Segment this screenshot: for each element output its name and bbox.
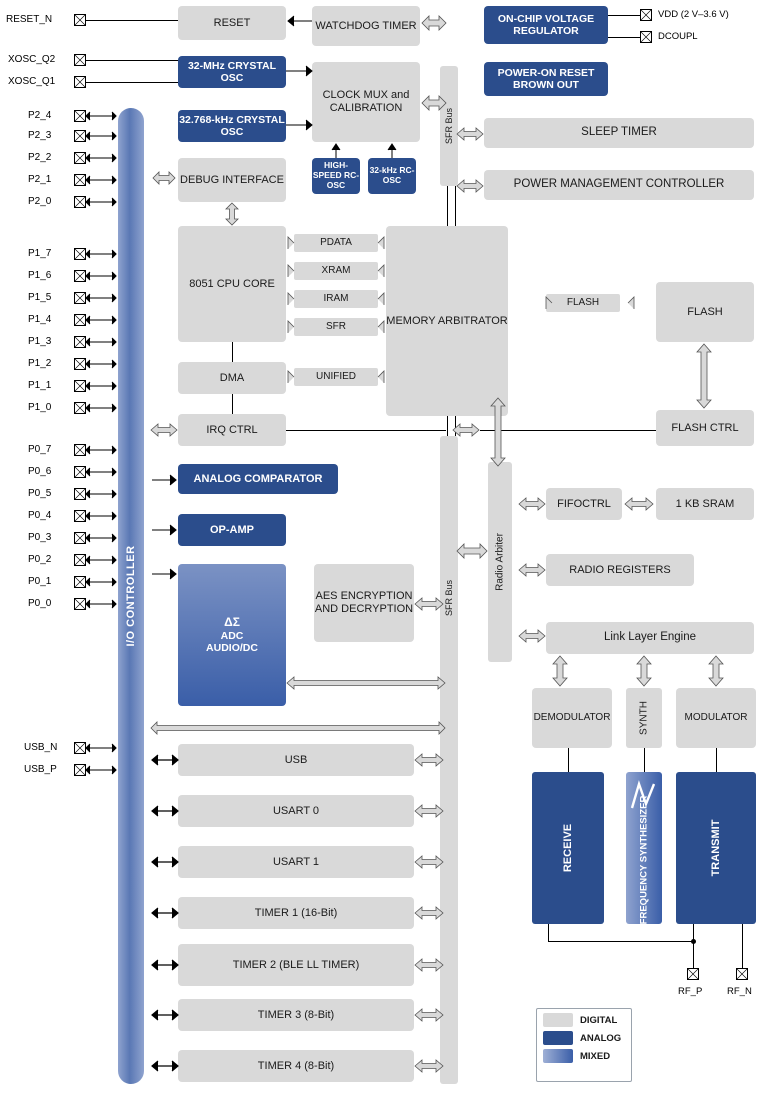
block-reset[interactable]: RESET xyxy=(178,6,286,40)
block-timer3[interactable]: TIMER 3 (8-Bit) xyxy=(178,999,414,1031)
block-frequency-synthesizer-label: FREQUENCY SYNTHESIZER xyxy=(638,795,650,925)
block-usart0[interactable]: USART 0 xyxy=(178,795,414,827)
pin-label-dcoupl: DCOUPL xyxy=(658,31,698,42)
pin-p1_0[interactable] xyxy=(74,402,86,414)
pin-dcoupl[interactable] xyxy=(640,31,652,43)
pin-label-p1_5: P1_5 xyxy=(28,292,52,303)
block-fifoctrl[interactable]: FIFOCTRL xyxy=(546,488,622,520)
block-analog-comparator[interactable] xyxy=(178,464,338,494)
sfr-bus-bottom-label: SFR Bus xyxy=(444,579,454,617)
pin-label-rf_n: RF_N xyxy=(727,986,752,997)
pin-label-p1_3: P1_3 xyxy=(28,336,52,347)
pin-p0_0[interactable] xyxy=(74,598,86,610)
bus-arrow-aes-sfr xyxy=(414,594,444,614)
block-radio-registers[interactable]: RADIO REGISTERS xyxy=(546,554,694,586)
legend-label-analog: ANALOG xyxy=(580,1032,622,1044)
block-high-speed-rc-osc-label: HIGH-SPEED RC-OSC xyxy=(312,160,360,190)
block-timer1[interactable]: TIMER 1 (16-Bit) xyxy=(178,897,414,929)
block-adc-label-audio-dc: AUDIO/DC xyxy=(206,641,258,654)
block-synth[interactable] xyxy=(626,688,662,748)
wire xyxy=(86,82,178,83)
block-adc[interactable] xyxy=(178,564,286,706)
legend-swatch-mixed xyxy=(543,1049,573,1063)
pin-label-p1_1: P1_1 xyxy=(28,380,52,391)
block-power-on-reset[interactable] xyxy=(484,62,608,96)
radio-arbiter xyxy=(488,462,512,662)
block-32mhz-crystal-osc[interactable] xyxy=(178,56,286,88)
wire xyxy=(608,37,640,38)
pin-rf_p[interactable] xyxy=(687,968,699,980)
pin-p2_3[interactable] xyxy=(74,130,86,142)
pin-p1_5[interactable] xyxy=(74,292,86,304)
block-demodulator[interactable]: DEMODULATOR xyxy=(532,688,612,748)
pin-label-p0_1: P0_1 xyxy=(28,576,52,587)
pin-label-p1_0: P1_0 xyxy=(28,402,52,413)
bus-arrow-flash-flashctrl xyxy=(692,342,716,410)
block-clock-mux[interactable]: CLOCK MUX and CALIBRATION xyxy=(312,62,420,142)
radio-link-arrows xyxy=(546,654,746,688)
block-debug-interface[interactable]: DEBUG INTERFACE xyxy=(178,158,286,202)
wire xyxy=(693,941,694,971)
bus-iram: IRAM xyxy=(294,290,378,308)
usb-pin-arrows xyxy=(86,740,120,780)
block-32mhz-crystal-osc-label: 32-MHz CRYSTAL OSC xyxy=(187,59,277,84)
pin-label-p2_4: P2_4 xyxy=(28,110,52,121)
pin-label-p0_3: P0_3 xyxy=(28,532,52,543)
pin-p2_0[interactable] xyxy=(74,196,86,208)
block-timer4[interactable]: TIMER 4 (8-Bit) xyxy=(178,1050,414,1082)
block-transmit[interactable] xyxy=(676,772,756,924)
pin-reset_n[interactable] xyxy=(74,14,86,26)
block-adc-label-adc: ADC xyxy=(220,629,244,642)
pin-label-p0_5: P0_5 xyxy=(28,488,52,499)
bus-arrow-arbiter-fifoctrl xyxy=(518,494,546,514)
pin-label-p0_6: P0_6 xyxy=(28,466,52,477)
pin-label-p0_2: P0_2 xyxy=(28,554,52,565)
arrow-io-adc xyxy=(152,566,180,582)
pin-label-rf_p: RF_P xyxy=(678,986,703,997)
bus-flash: FLASH xyxy=(546,294,620,312)
block-32khz-rc-osc-label: 32-kHz RC-OSC xyxy=(369,165,415,185)
sfr-bus-top-label: SFR Bus xyxy=(444,107,454,145)
block-power-management-controller[interactable]: POWER MANAGEMENT CONTROLLER xyxy=(484,170,754,200)
block-watchdog-timer[interactable]: WATCHDOG TIMER xyxy=(312,6,420,46)
bus-arrow-arbiter-linklayer xyxy=(518,626,546,646)
pin-label-p0_4: P0_4 xyxy=(28,510,52,521)
block-voltage-regulator[interactable] xyxy=(484,6,608,44)
peripheral-sfr-arrows xyxy=(414,744,444,1086)
bus-xram: XRAM xyxy=(294,262,378,280)
pin-p0_3[interactable] xyxy=(74,532,86,544)
pin-label-xosc_q2: XOSC_Q2 xyxy=(8,54,56,65)
pin-label-p0_7: P0_7 xyxy=(28,444,52,455)
block-receive-label: RECEIVE xyxy=(562,823,574,873)
wire xyxy=(608,15,640,16)
block-modulator[interactable]: MODULATOR xyxy=(676,688,756,748)
pin-p1_4[interactable] xyxy=(74,314,86,326)
block-flash-ctrl[interactable]: FLASH CTRL xyxy=(656,410,754,446)
pin-p1_1[interactable] xyxy=(74,380,86,392)
legend-label-digital: DIGITAL xyxy=(580,1014,618,1026)
legend-row-digital xyxy=(543,1013,625,1027)
pin-p0_5[interactable] xyxy=(74,488,86,500)
pin-label-usb_n: USB_N xyxy=(24,742,58,753)
arrow-io-comparator xyxy=(152,472,180,488)
block-aes[interactable]: AES ENCRYPTION AND DECRYPTION xyxy=(314,564,414,642)
io-controller-label: I/O CONTROLLER xyxy=(125,545,137,647)
bus-arrow-clockmux-sfr xyxy=(420,92,448,114)
arrow-xosc32m-clockmux xyxy=(286,64,314,78)
legend-swatch-digital xyxy=(543,1013,573,1027)
pin-label-p1_7: P1_7 xyxy=(28,248,52,259)
pin-p1_6[interactable] xyxy=(74,270,86,282)
block-1kb-sram[interactable]: 1 KB SRAM xyxy=(656,488,754,520)
block-usart1[interactable]: USART 1 xyxy=(178,846,414,878)
block-usb[interactable]: USB xyxy=(178,744,414,776)
pin-p2_2[interactable] xyxy=(74,152,86,164)
pin-p0_1[interactable] xyxy=(74,576,86,588)
arrow-rcosc32k-clockmux xyxy=(384,142,400,160)
pin-p1_3[interactable] xyxy=(74,336,86,348)
block-receive[interactable] xyxy=(532,772,604,924)
block-high-speed-rc-osc[interactable] xyxy=(312,158,360,194)
block-32768khz-crystal-osc[interactable] xyxy=(178,110,286,142)
pin-label-p2_0: P2_0 xyxy=(28,196,52,207)
pin-p0_4[interactable] xyxy=(74,510,86,522)
block-transmit-label: TRANSMIT xyxy=(710,819,722,877)
arrow-reset-watchdog xyxy=(286,14,314,28)
pin-usb_n[interactable] xyxy=(74,742,86,754)
bus-arrow-io-debug xyxy=(152,168,176,188)
wire xyxy=(86,60,178,61)
pin-label-p1_6: P1_6 xyxy=(28,270,52,281)
pin-bus-arrows xyxy=(86,105,120,615)
wire xyxy=(232,342,233,362)
block-flash[interactable]: FLASH xyxy=(656,282,754,342)
legend xyxy=(536,1008,632,1082)
bus-arrow-sfr-pmc xyxy=(456,176,484,196)
bus-unified: UNIFIED xyxy=(294,368,378,386)
block-voltage-regulator-label: ON-CHIP VOLTAGE REGULATOR xyxy=(497,12,595,37)
pin-label-p1_4: P1_4 xyxy=(28,314,52,325)
block-memory-arbitrator[interactable]: MEMORY ARBITRATOR xyxy=(386,226,508,416)
bus-arrow-watchdog-sfr xyxy=(420,12,448,34)
block-timer2[interactable]: TIMER 2 (BLE LL TIMER) xyxy=(178,944,414,986)
pin-label-p2_3: P2_3 xyxy=(28,130,52,141)
wire xyxy=(548,924,549,942)
bus-arrow-sfr-sleeptimer xyxy=(456,124,484,144)
block-analog-comparator-label: ANALOG COMPARATOR xyxy=(193,472,323,485)
block-dma[interactable]: DMA xyxy=(178,362,286,394)
block-sleep-timer[interactable]: SLEEP TIMER xyxy=(484,118,754,148)
wire xyxy=(86,20,178,21)
pin-label-reset_n: RESET_N xyxy=(6,14,53,25)
block-link-layer-engine[interactable]: Link Layer Engine xyxy=(546,622,754,654)
bus-pdata: PDATA xyxy=(294,234,378,252)
peripheral-input-arrows xyxy=(150,744,180,1086)
wire xyxy=(568,748,569,772)
pin-label-p1_2: P1_2 xyxy=(28,358,52,369)
dma-bus-arrows xyxy=(286,364,386,390)
bus-arrow-arbiter-radioregs xyxy=(518,560,546,580)
radio-arbiter-label: Radio Arbiter xyxy=(494,533,506,591)
bus-sfr: SFR xyxy=(294,318,378,336)
legend-row-analog xyxy=(543,1031,625,1045)
arrow-io-opamp xyxy=(152,522,180,538)
block-op-amp[interactable] xyxy=(178,514,286,546)
bus-arrow-irq-right xyxy=(452,420,480,440)
bus-arrow-adc-sfr xyxy=(286,674,446,692)
block-8051-cpu-core[interactable]: 8051 CPU CORE xyxy=(178,226,286,342)
pin-p1_2[interactable] xyxy=(74,358,86,370)
block-irq-ctrl[interactable]: IRQ CTRL xyxy=(178,414,286,446)
legend-swatch-analog xyxy=(543,1031,573,1045)
block-op-amp-label: OP-AMP xyxy=(210,523,254,536)
wire xyxy=(548,941,694,942)
pin-p0_2[interactable] xyxy=(74,554,86,566)
pin-p2_4[interactable] xyxy=(74,110,86,122)
block-adc-label-sigma-delta: ΔΣ xyxy=(224,615,240,630)
wire xyxy=(232,394,233,414)
bus-io-peripherals xyxy=(150,720,446,736)
pin-p0_6[interactable] xyxy=(74,466,86,478)
pin-label-p2_2: P2_2 xyxy=(28,152,52,163)
bus-arrow-memory-down xyxy=(486,396,510,468)
pin-rf_n[interactable] xyxy=(736,968,748,980)
cpu-bus-arrows xyxy=(286,230,386,346)
arrow-hsrcosc-clockmux xyxy=(328,142,344,160)
wire xyxy=(742,924,743,971)
pin-p1_7[interactable] xyxy=(74,248,86,260)
pin-label-xosc_q1: XOSC_Q1 xyxy=(8,76,56,87)
block-synth-label: SYNTH xyxy=(638,701,650,735)
pin-label-p0_0: P0_0 xyxy=(28,598,52,609)
pin-p0_7[interactable] xyxy=(74,444,86,456)
pin-vdd[interactable] xyxy=(640,9,652,21)
pin-usb_p[interactable] xyxy=(74,764,86,776)
legend-label-mixed: MIXED xyxy=(580,1050,611,1062)
pin-xosc_q2[interactable] xyxy=(74,54,86,66)
bus-arrow-sfr-arbiter xyxy=(456,540,488,562)
block-32khz-rc-osc[interactable] xyxy=(368,158,416,194)
bus-arrow-fifoctrl-sram xyxy=(624,494,654,514)
wire xyxy=(286,430,446,431)
bus-arrow-io-irq xyxy=(150,420,178,440)
wire xyxy=(644,748,645,772)
pin-xosc_q1[interactable] xyxy=(74,76,86,88)
pin-label-p2_1: P2_1 xyxy=(28,174,52,185)
pin-p2_1[interactable] xyxy=(74,174,86,186)
arrow-xosc32k-clockmux xyxy=(286,118,314,132)
legend-row-mixed xyxy=(543,1049,625,1063)
flash-bus-arrows xyxy=(510,292,670,314)
pin-label-usb_p: USB_P xyxy=(24,764,57,775)
vco-waveform-icon xyxy=(630,778,658,814)
wire xyxy=(716,748,717,772)
io-controller xyxy=(118,108,144,1084)
bus-arrow-debug-cpu xyxy=(222,202,242,226)
pin-label-vdd: VDD (2 V–3.6 V) xyxy=(658,9,729,20)
block-32768khz-crystal-osc-label: 32.768-kHz CRYSTAL OSC xyxy=(179,113,285,138)
block-power-on-reset-label: POWER-ON RESET BROWN OUT xyxy=(497,66,595,91)
